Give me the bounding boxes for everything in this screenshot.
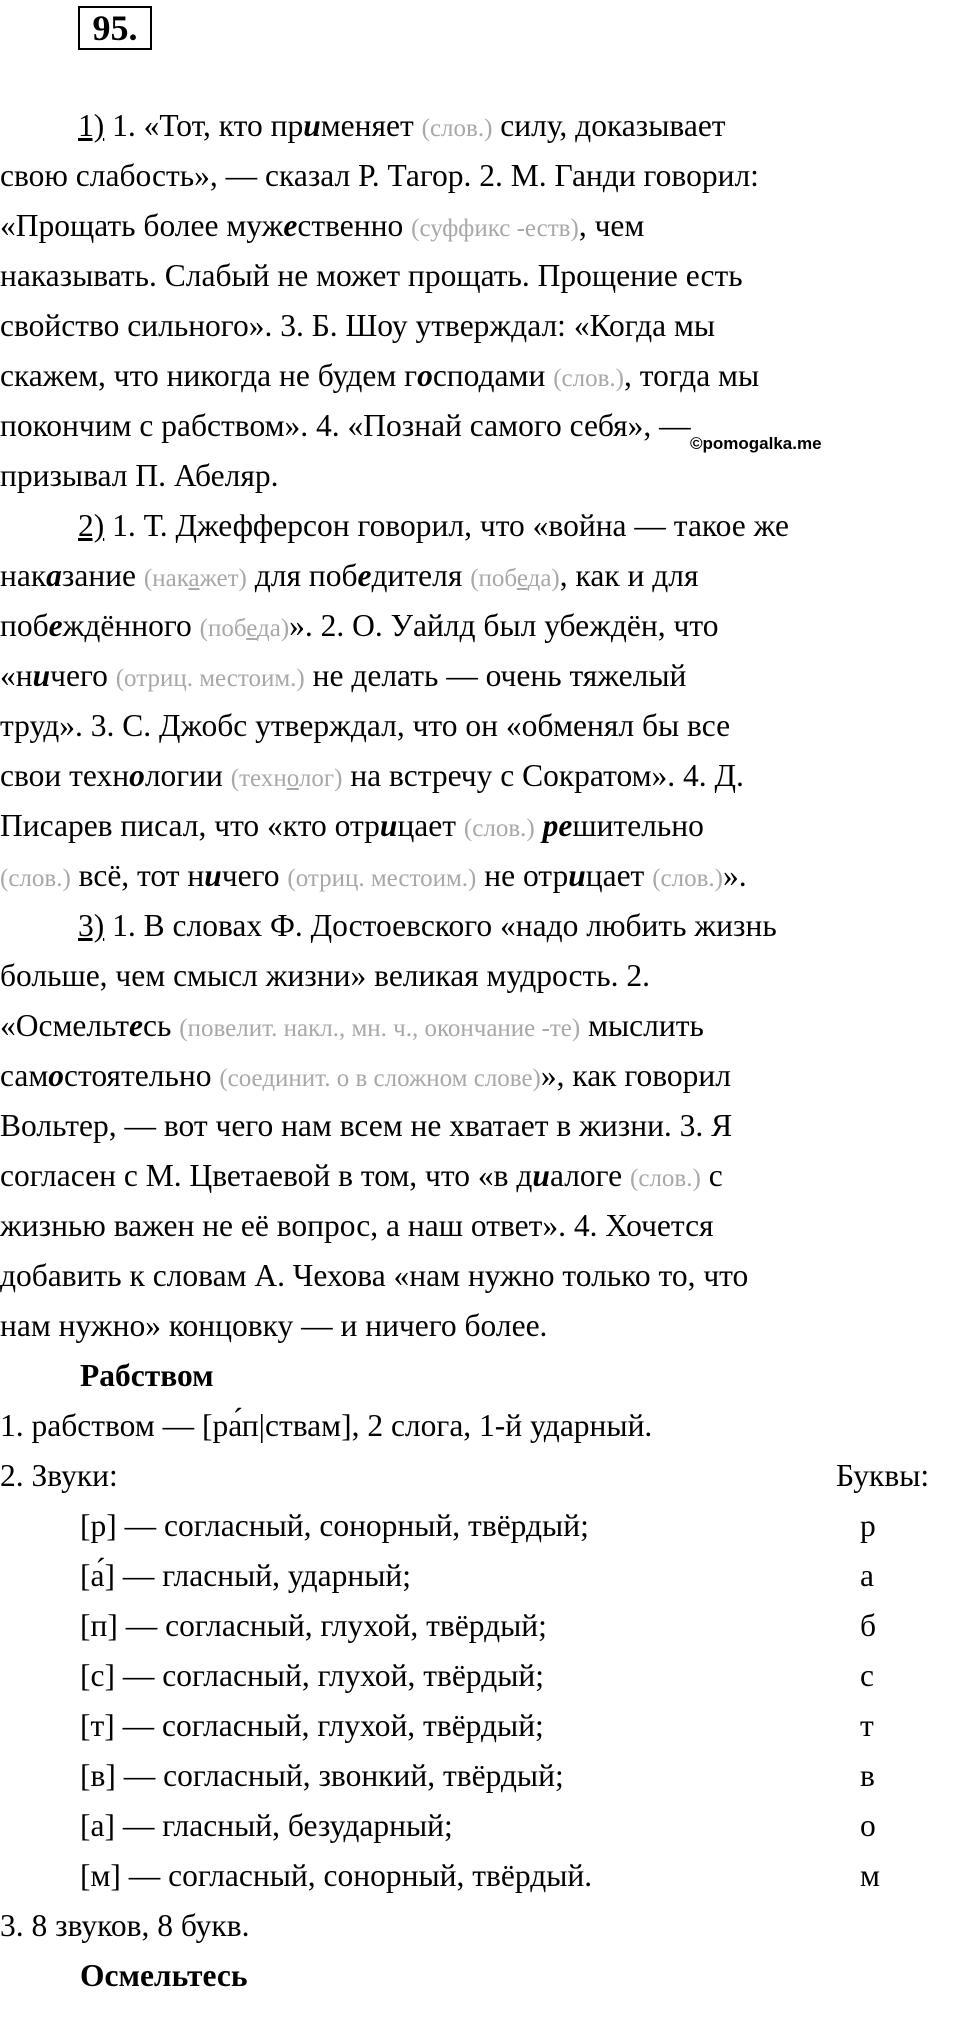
text-run: р <box>542 808 559 843</box>
exercise-number: 95. <box>78 6 152 50</box>
text-run: е <box>357 558 372 593</box>
section-marker: 2) <box>78 508 105 543</box>
syllables-line <box>0 1408 652 1444</box>
text-run: [м] — согласный, сонорный, твёрдый. <box>80 1858 593 1893</box>
section2-line <box>78 508 789 544</box>
text-run: [а́] — гласный, ударный; <box>80 1558 411 1593</box>
letter-cell: в <box>860 1758 875 1793</box>
text-run: свои техн <box>0 758 130 793</box>
text-run: (повелит. накл., мн. ч., окончание -те) <box>179 1015 581 1042</box>
text-run: не отр <box>476 858 569 893</box>
text-run: ». 2. О. Уайлд был убеждён, что <box>289 608 719 643</box>
text-run: 1. Т. Джефферсон говорил, что «война — такое же <box>104 508 789 543</box>
text-run: е <box>516 565 528 592</box>
text-run: е <box>48 608 63 643</box>
letter-cell: б <box>860 1608 877 1643</box>
section3-line <box>0 1108 732 1144</box>
sounds-label <box>0 1458 118 1494</box>
text-run: чего <box>50 658 116 693</box>
text-run: шительно <box>572 808 704 843</box>
sound-row <box>80 1808 453 1844</box>
text-run: 2. Звуки: <box>0 1458 118 1493</box>
next-word-title <box>80 1958 248 1994</box>
section3-line <box>78 908 777 944</box>
text-run: свою слабость», — сказал Р. Тагор. 2. М. Ганди говорил: <box>0 158 759 193</box>
text-run: скажем, что никогда не будем г <box>0 358 418 393</box>
sound-row <box>80 1658 544 1694</box>
text-run: жет) <box>199 565 247 592</box>
text-run: , как и для <box>559 558 699 593</box>
text-run: и <box>32 658 51 693</box>
summary-line <box>0 1908 249 1944</box>
text-run: 1. «Тот, кто пр <box>104 108 304 143</box>
text-run: [п] — согласный, глухой, твёрдый; <box>80 1608 547 1643</box>
text-run: с <box>700 1158 723 1193</box>
text-run: свойство сильного». 3. Б. Шоу утверждал: «Когда мы <box>0 308 716 343</box>
section2-line <box>0 758 744 797</box>
text-run: Писарев писал, что «кто отр <box>0 808 380 843</box>
section2-line <box>0 658 686 697</box>
word-title <box>80 1358 214 1394</box>
text-run: для поб <box>246 558 358 593</box>
section3-line <box>0 1158 723 1197</box>
text-run: логии <box>144 758 231 793</box>
text-run: добавить к словам А. Чехова «нам нужно только то, что <box>0 1258 749 1293</box>
text-run: е <box>558 808 573 843</box>
text-run: силу, доказывает <box>492 108 726 143</box>
text-run: нак <box>0 558 47 593</box>
text-run: не делать — очень тяжелый <box>304 658 687 693</box>
sound-row <box>80 1858 592 1894</box>
letter-cell: м <box>860 1858 880 1893</box>
sound-row <box>80 1508 589 1544</box>
text-run: больше, чем смысл жизни» великая мудрость. 2. <box>0 958 651 993</box>
text-run: (слов.) <box>630 1165 701 1192</box>
section1-line <box>0 258 743 294</box>
text-run: всё, тот н <box>70 858 205 893</box>
section2-line <box>0 858 747 897</box>
letters-label: Буквы: <box>836 1458 930 1493</box>
text-run: Рабством <box>80 1358 214 1393</box>
text-run: поб <box>0 608 49 643</box>
text-run: е <box>246 615 258 642</box>
section-marker: 3) <box>78 908 105 943</box>
text-run: (техн <box>230 765 287 792</box>
sound-row <box>80 1608 547 1644</box>
sound-row <box>80 1758 564 1794</box>
text-run <box>535 808 543 843</box>
text-run: 1. В словах Ф. Достоевского «надо любить жизнь <box>104 908 777 943</box>
text-run: согласен с М. Цветаевой в том, что «в д <box>0 1158 533 1193</box>
section1-line <box>0 158 759 194</box>
text-run: да) <box>527 565 560 592</box>
letter-cell: с <box>860 1658 874 1693</box>
text-run: и <box>204 858 222 893</box>
letter-cell: т <box>860 1708 874 1743</box>
section1-line <box>0 358 759 397</box>
text-run: жизнью важен не её вопрос, а наш ответ». 4. Хочется <box>0 1208 714 1243</box>
text-run: стоятельно <box>64 1058 220 1093</box>
text-run: (поб <box>199 615 247 642</box>
sound-row <box>80 1708 544 1744</box>
text-run: [р] — согласный, сонорный, твёрдый; <box>80 1508 589 1543</box>
text-run: и <box>379 808 398 843</box>
text-run: на встречу с Сократом». 4. Д. <box>342 758 744 793</box>
section1-line <box>0 458 278 494</box>
text-run: о <box>48 1058 65 1093</box>
text-run: Вольтер, — вот чего нам всем не хватает в жизни. 3. Я <box>0 1108 733 1143</box>
section3-line <box>0 958 650 994</box>
letter-cell: р <box>860 1508 876 1543</box>
section1-line <box>0 308 715 344</box>
text-run: 1. рабством — [ра́п|ствам], 2 слога, 1-й ударный. <box>0 1408 653 1443</box>
text-run: о <box>417 358 433 393</box>
text-run: а <box>46 558 62 593</box>
text-run: алоге <box>549 1158 631 1193</box>
text-run: нам нужно» концовку — и ничего более. <box>0 1308 548 1343</box>
text-run: [а] — гласный, безударный; <box>80 1808 453 1843</box>
text-run: (отриц. местоим.) <box>287 865 477 892</box>
text-run: (отриц. местоим.) <box>115 665 305 692</box>
section3-line <box>0 1208 714 1244</box>
text-run: покончим с рабством». 4. «Познай самого себя», — <box>0 408 691 443</box>
text-run: призывал П. Абеляр. <box>0 458 279 493</box>
text-run: е <box>129 1008 144 1043</box>
section2-line <box>0 558 698 597</box>
sound-row <box>80 1558 411 1594</box>
section1-line <box>0 208 644 247</box>
text-run: ственно <box>297 208 412 243</box>
section2-line <box>0 708 730 744</box>
text-run: (поб <box>470 565 517 592</box>
text-run: и <box>532 1158 550 1193</box>
section1-line <box>78 108 726 147</box>
text-run: лог) <box>298 765 343 792</box>
letter-cell: о <box>860 1808 876 1843</box>
text-run: ». <box>722 858 747 893</box>
text-run: меняет <box>320 108 422 143</box>
watermark: ©pomogalka.me <box>690 434 822 453</box>
text-run: и <box>568 858 586 893</box>
text-run: », как говорил <box>540 1058 731 1093</box>
text-run: (слов.) <box>0 865 71 892</box>
text-run: о <box>286 765 299 792</box>
text-run: [т] — согласный, глухой, твёрдый; <box>80 1708 544 1743</box>
text-run: «н <box>0 658 33 693</box>
section1-line <box>0 408 691 444</box>
text-run: ждённого <box>62 608 200 643</box>
text-run: е <box>283 208 298 243</box>
text-run: [с] — согласный, глухой, твёрдый; <box>80 1658 545 1693</box>
section3-line <box>0 1058 731 1097</box>
text-run: сь <box>143 1008 180 1043</box>
text-run: наказывать. Слабый не может прощать. Прощение есть <box>0 258 743 293</box>
text-run: [в] — согласный, звонкий, твёрдый; <box>80 1758 564 1793</box>
text-run: (нак <box>143 565 189 592</box>
text-run: (соединит. о в сложном слове) <box>219 1065 541 1092</box>
section3-line <box>0 1258 748 1294</box>
text-run: труд». 3. С. Джобс утверждал, что он «обменял бы все <box>0 708 731 743</box>
text-run: зание <box>61 558 144 593</box>
letter-cell: а <box>860 1558 874 1593</box>
text-run: о <box>129 758 145 793</box>
section3-line <box>0 1008 704 1047</box>
text-run: сам <box>0 1058 49 1093</box>
section3-line <box>0 1308 547 1344</box>
text-run: цает <box>397 808 464 843</box>
text-run: а <box>188 565 200 592</box>
text-run: , тогда мы <box>623 358 760 393</box>
text-run: Осмельтесь <box>80 1958 248 1993</box>
text-run: да) <box>257 615 290 642</box>
text-run: (слов.) <box>463 815 535 842</box>
text-run: (слов.) <box>421 115 493 142</box>
section-marker: 1) <box>78 108 105 143</box>
text-run: (слов.) <box>553 365 624 392</box>
text-run: 3. 8 звуков, 8 букв. <box>0 1908 250 1943</box>
section2-line <box>0 608 718 647</box>
text-run: , чем <box>578 208 645 243</box>
text-run: (суффикс -еств) <box>411 215 579 242</box>
text-run: мыслить <box>580 1008 704 1043</box>
text-run: цает <box>585 858 653 893</box>
text-run: дителя <box>371 558 471 593</box>
text-run: «Прощать более муж <box>0 208 284 243</box>
text-run: сподами <box>432 358 554 393</box>
section2-line <box>0 808 704 847</box>
text-run: и <box>303 108 321 143</box>
text-run: (слов.) <box>652 865 723 892</box>
text-run: «Осмельт <box>0 1008 130 1043</box>
text-run: чего <box>221 858 288 893</box>
